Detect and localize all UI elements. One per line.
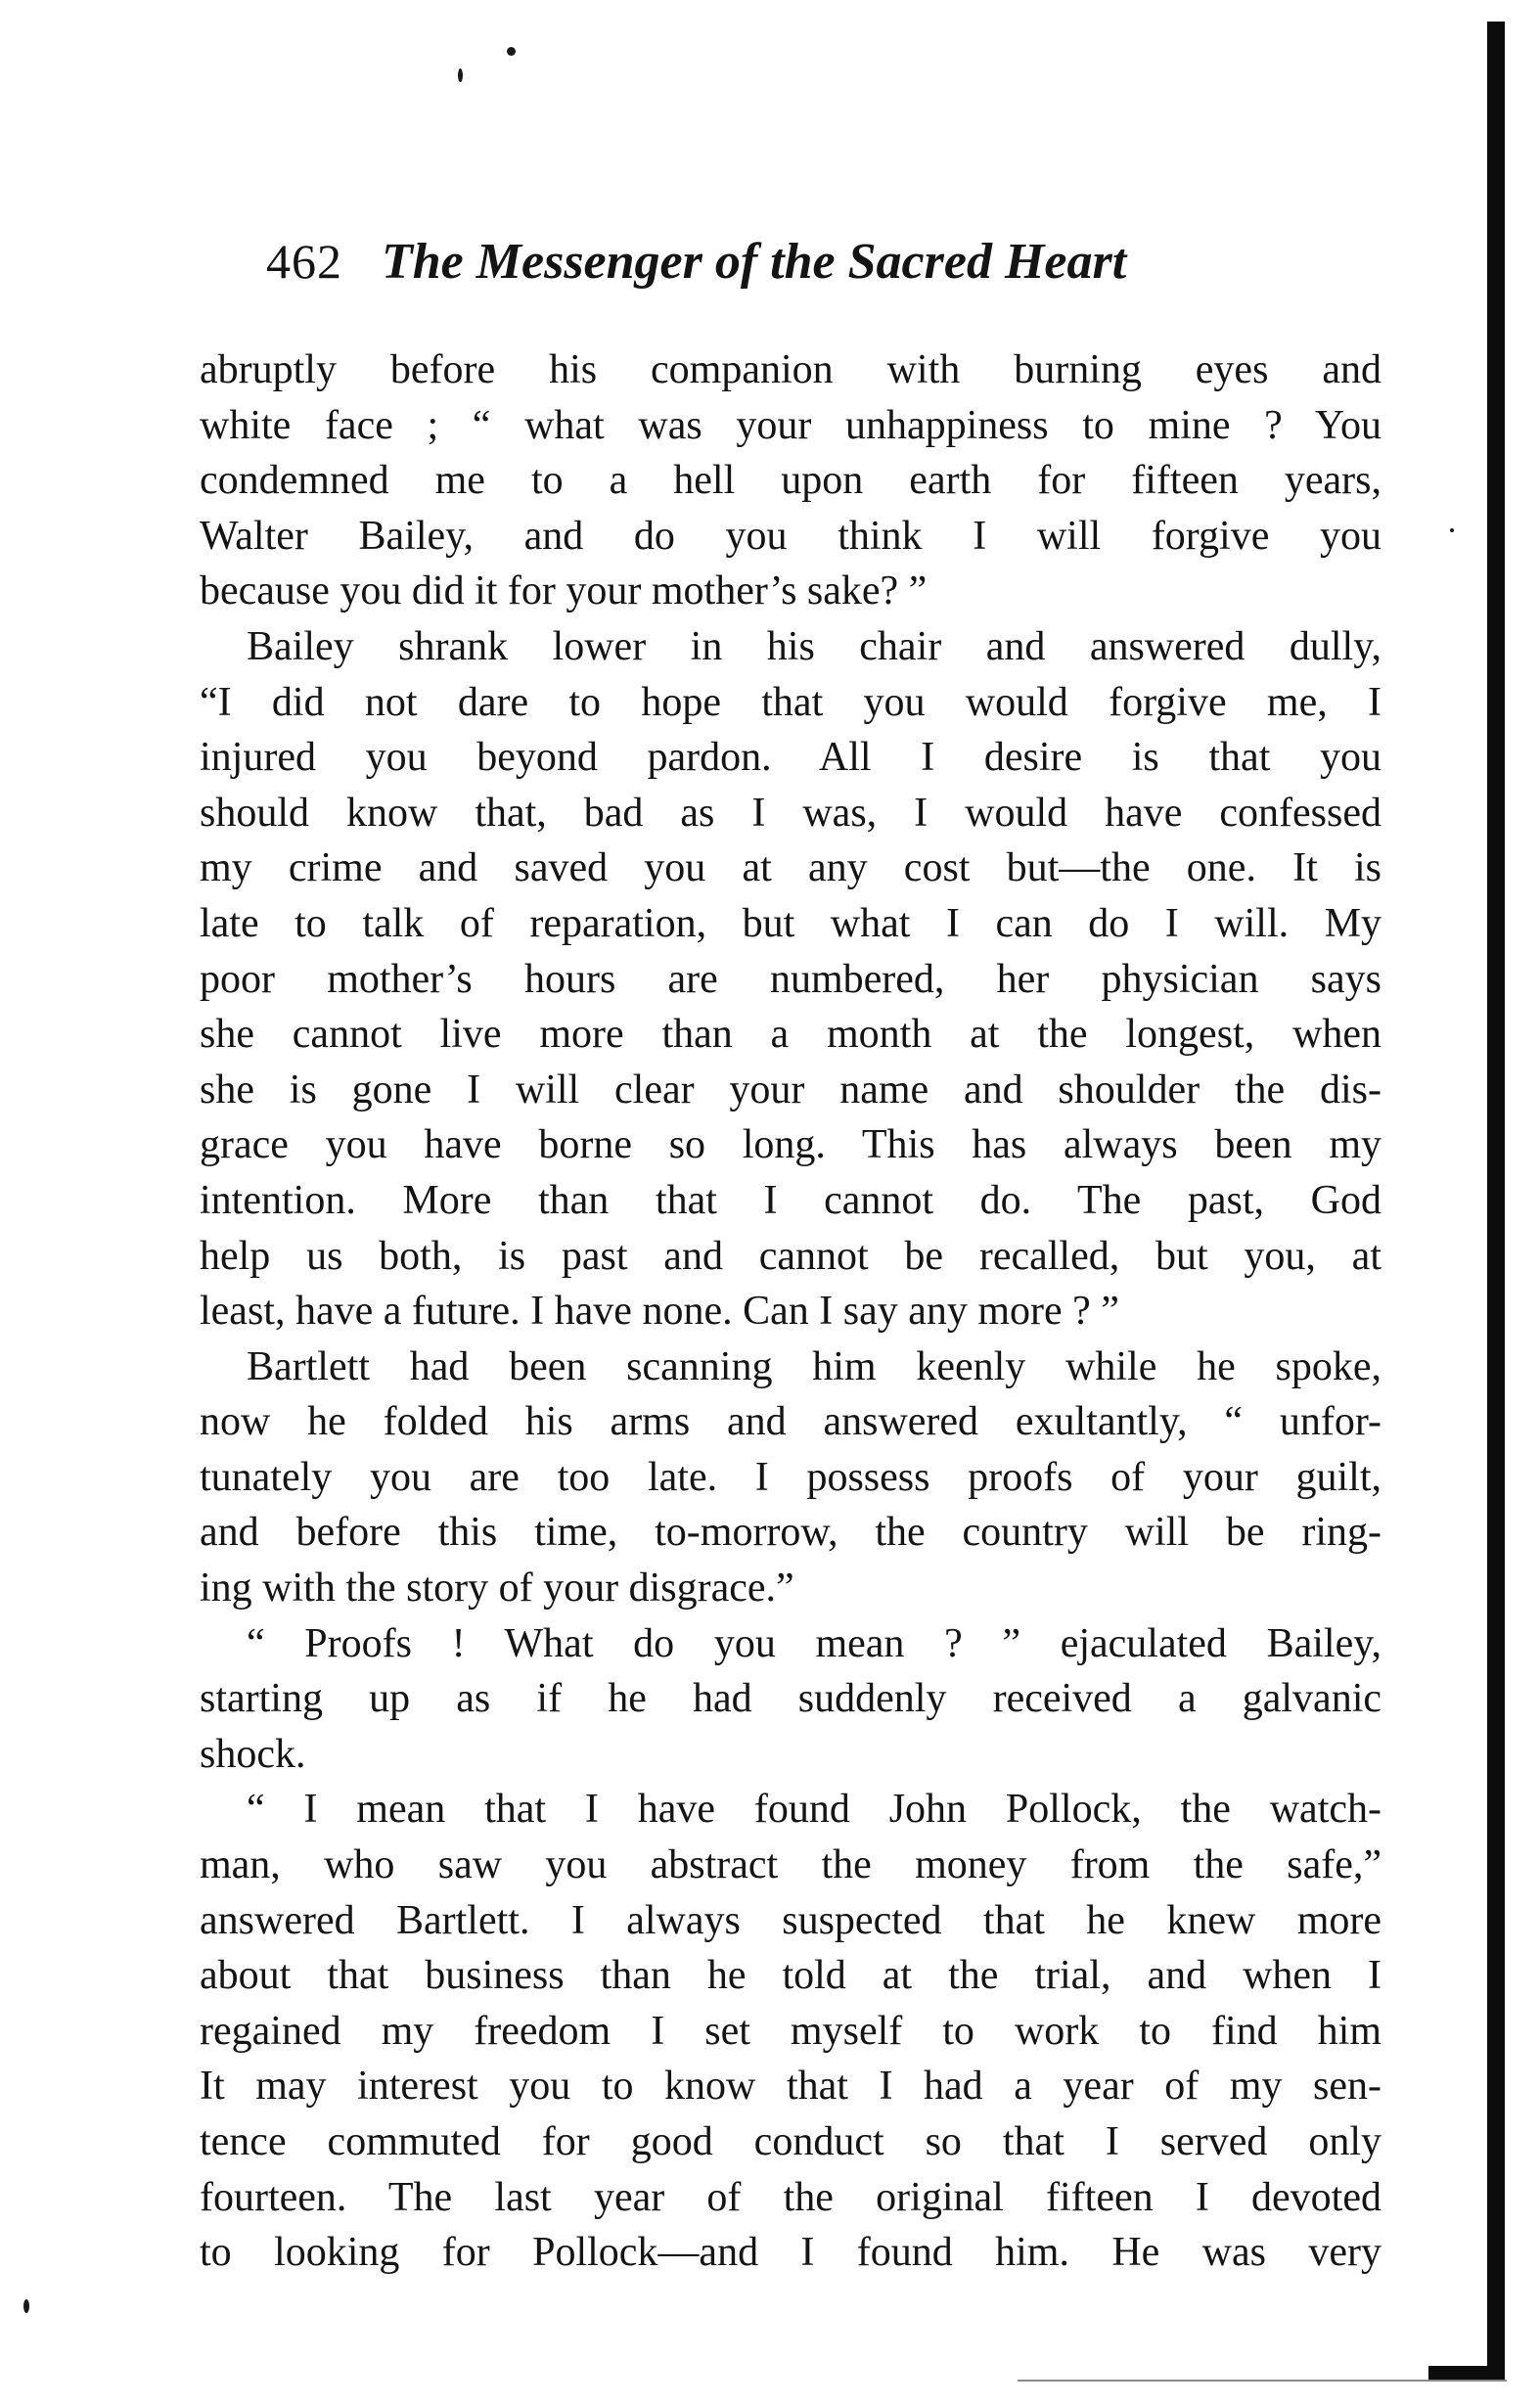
text-line: abruptly before his companion with burning eyes and: [200, 347, 1381, 392]
text-line: condemned me to a hell upon earth for fifteen years,: [200, 458, 1381, 504]
text-line: starting up as if he had suddenly received a galvanic: [200, 1676, 1381, 1722]
bottom-rule: [1018, 2380, 1507, 2382]
text-line: man, who saw you abstract the money from the safe,”: [200, 1842, 1381, 1888]
text-line: help us both, is past and cannot be recalled, but you, at: [200, 1233, 1381, 1279]
text-line: ing with the story of your disgrace.”: [200, 1566, 794, 1612]
page-header: [266, 233, 1381, 301]
text-line: Bailey shrank lower in his chair and answered dully,: [247, 623, 1381, 669]
text-line: Bartlett had been scanning him keenly while he spoke,: [247, 1343, 1381, 1389]
text-line: “ I mean that I have found John Pollock, the watch-: [247, 1787, 1381, 1833]
text-line: answered Bartlett. I always suspected that he knew more: [200, 1897, 1381, 1943]
text-line: now he folded his arms and answered exultantly, “ unfor-: [200, 1399, 1381, 1445]
text-line: my crime and saved you at any cost but—the one. It is: [200, 845, 1381, 891]
ink-speck: [507, 47, 516, 56]
ink-speck: [458, 68, 463, 82]
ink-speck: [1450, 528, 1454, 532]
text-line: grace you have borne so long. This has always been my: [200, 1122, 1381, 1168]
text-line: to looking for Pollock—and I found him. He was very: [200, 2230, 1381, 2276]
text-line: least, have a future. I have none. Can I say any more ? ”: [200, 1289, 1119, 1335]
text-line: injured you beyond pardon. All I desire is that you: [200, 735, 1381, 781]
text-line: fourteen. The last year of the original fifteen I devoted: [200, 2174, 1381, 2220]
text-line: tunately you are too late. I possess proofs of your guilt,: [200, 1454, 1381, 1500]
text-line: should know that, bad as I was, I would have confessed: [200, 790, 1381, 836]
text-line: she is gone I will clear your name and shoulder the dis-: [200, 1067, 1381, 1112]
text-line: intention. More than that I cannot do. The past, God: [200, 1177, 1381, 1223]
text-line: Walter Bailey, and do you think I will forgive you: [200, 513, 1381, 559]
text-line: tence commuted for good conduct so that I served only: [200, 2119, 1381, 2164]
text-line: “ Proofs ! What do you mean ? ” ejaculated Bailey,: [247, 1620, 1381, 1666]
text-line: because you did it for your mother’s sake? ”: [200, 568, 928, 614]
text-line: “I did not dare to hope that you would forgive me, I: [200, 679, 1381, 725]
text-line: late to talk of reparation, but what I can do I will. My: [200, 900, 1381, 946]
text-line: white face ; “ what was your unhappiness to mine ? You: [200, 402, 1381, 448]
text-line: and before this time, to-morrow, the country will be ring-: [200, 1510, 1381, 1556]
text-line: shock.: [200, 1731, 306, 1777]
text-line: regained my freedom I set myself to work to find him: [200, 2008, 1381, 2054]
text-line: poor mother’s hours are numbered, her physician says: [200, 956, 1381, 1002]
text-line: about that business than he told at the trial, and when I: [200, 1953, 1381, 1999]
page-number: 462: [266, 234, 342, 289]
running-title: The Messenger of the Sacred Heart: [382, 234, 1127, 290]
ink-speck: [23, 2299, 29, 2313]
text-line: It may interest you to know that I had a year of my sen-: [200, 2064, 1381, 2110]
binding-edge: [1487, 22, 1505, 2380]
text-line: she cannot live more than a month at the longest, when: [200, 1012, 1381, 1058]
body-text: [200, 342, 1381, 2281]
